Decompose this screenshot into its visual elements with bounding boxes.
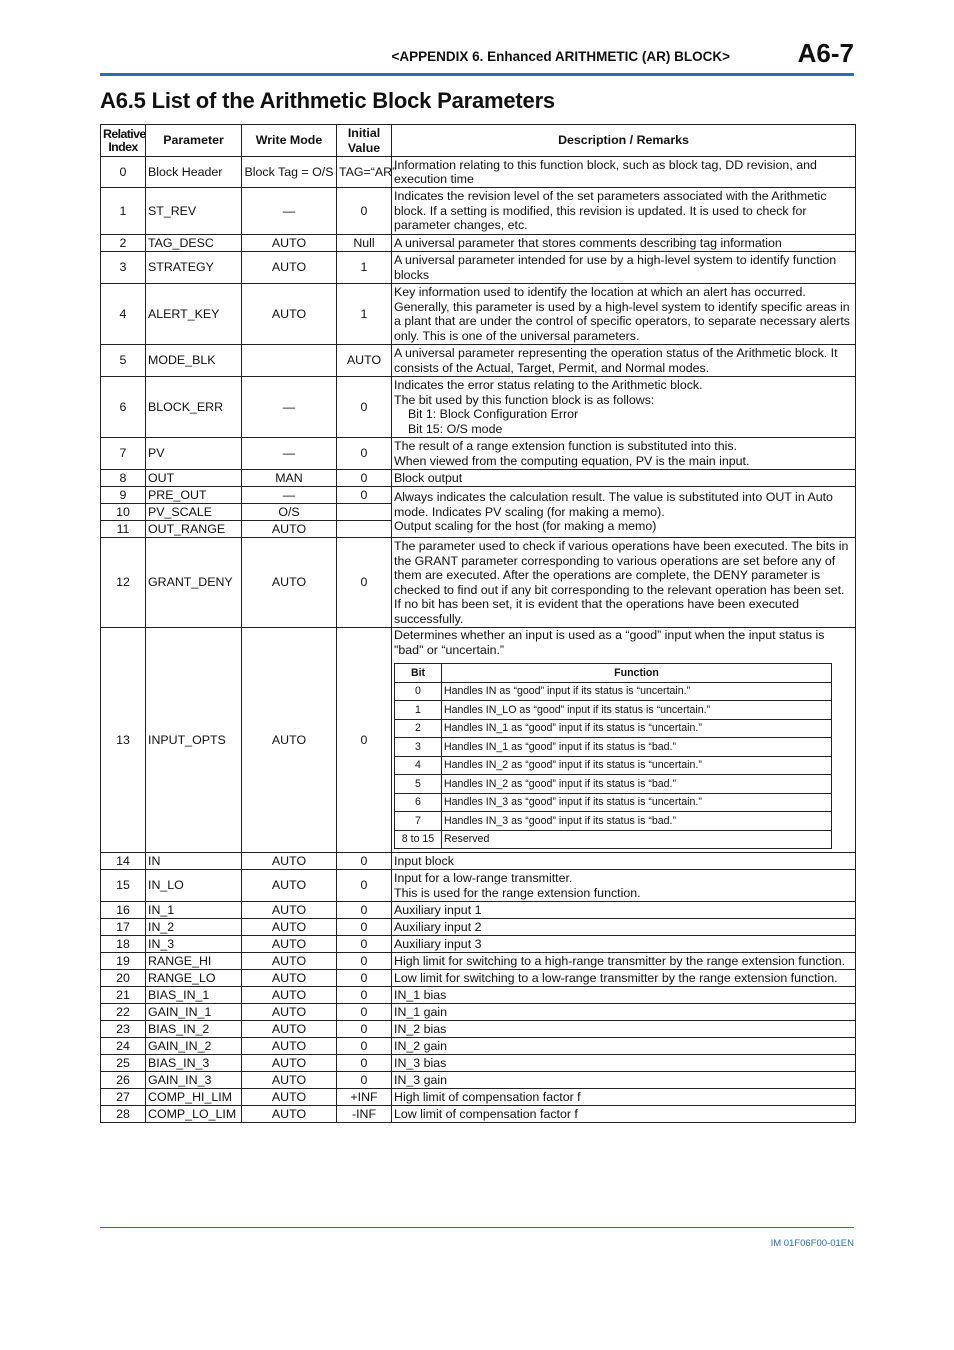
initial-value-cell: 0 — [337, 1055, 392, 1072]
table-row — [101, 1004, 856, 1021]
bit-cell: 0 — [395, 682, 442, 701]
description-line: The bit used by this function block is as follows: — [394, 392, 655, 407]
table-row — [101, 1055, 856, 1072]
table-row — [101, 1089, 856, 1106]
parameter-table — [100, 124, 856, 1123]
index-cell: 12 — [101, 538, 146, 628]
index-cell: 6 — [101, 377, 146, 438]
description-line: A universal parameter that stores comments describing tag information — [394, 235, 782, 250]
description-line: Output scaling for the host (for making a memo) — [394, 519, 657, 534]
write-mode-cell: O/S — [242, 504, 337, 521]
parameter-cell: BIAS_IN_3 — [146, 1055, 242, 1072]
index-cell: 3 — [101, 252, 146, 284]
initial-value-cell: 0 — [337, 853, 392, 870]
table-row — [101, 853, 856, 870]
parameter-cell: RANGE_HI — [146, 953, 242, 970]
description-line: The parameter used to check if various operations have been executed. The bits in the GRANT parameter corresponding to various operations are set before any of them are executed. After the operations are complete, the DENY parameter is checked to find out if any bit corresponding to the relevant operation has been set. If no bit has been set, it is evident that the operations have been executed successfully. — [394, 539, 849, 626]
description-line: IN_2 bias — [394, 1021, 447, 1036]
description-line: Low limit of compensation factor f — [394, 1106, 578, 1121]
parameter-cell: GAIN_IN_3 — [146, 1072, 242, 1089]
col-header-initial-value: Initial Value — [337, 125, 392, 157]
write-mode-cell — [242, 345, 337, 377]
description-line: Determines whether an input is used as a “good” input when the input status is "bad" or “uncertain.” — [394, 628, 825, 657]
parameter-cell: INPUT_OPTS — [146, 628, 242, 853]
index-cell: 1 — [101, 188, 146, 235]
description-cell — [392, 1072, 856, 1089]
description-cell — [392, 1021, 856, 1038]
index-cell: 25 — [101, 1055, 146, 1072]
parameter-cell: COMP_LO_LIM — [146, 1106, 242, 1123]
parameter-cell: STRATEGY — [146, 252, 242, 284]
initial-value-cell: 0 — [337, 970, 392, 987]
write-mode-cell: AUTO — [242, 919, 337, 936]
description-line: Input block — [394, 853, 454, 868]
initial-value-cell: -INF — [337, 1106, 392, 1123]
description-line: Always indicates the calculation result. The value is substituted into OUT in Auto mode. Indicates PV scaling (for making a memo). — [394, 490, 833, 519]
index-cell: 8 — [101, 470, 146, 487]
header-rule — [100, 73, 854, 76]
parameter-cell: ST_REV — [146, 188, 242, 235]
write-mode-cell: AUTO — [242, 521, 337, 538]
page-number: A6-7 — [797, 38, 854, 68]
index-cell: 14 — [101, 853, 146, 870]
initial-value-cell: 0 — [337, 1072, 392, 1089]
write-mode-cell: AUTO — [242, 902, 337, 919]
description-line: A universal parameter intended for use by a high-level system to identify function blocks — [394, 253, 837, 282]
parameter-cell: MODE_BLK — [146, 345, 242, 377]
initial-value-cell: 0 — [337, 902, 392, 919]
parameter-cell: IN — [146, 853, 242, 870]
index-cell: 4 — [101, 284, 146, 345]
bit-table-header — [395, 664, 832, 683]
document-id: IM 01F06F00-01EN — [770, 1238, 854, 1249]
initial-value-cell: 0 — [337, 953, 392, 970]
table-row — [101, 345, 856, 377]
description-line: Information relating to this function block, such as block tag, DD revision, and execution time — [394, 157, 817, 186]
initial-value-cell: Null — [337, 235, 392, 252]
description-line: IN_1 gain — [394, 1004, 448, 1019]
write-mode-cell: AUTO — [242, 1055, 337, 1072]
write-mode-cell: AUTO — [242, 1038, 337, 1055]
initial-value-cell: 0 — [337, 987, 392, 1004]
parameter-cell: PV_SCALE — [146, 504, 242, 521]
write-mode-cell: — — [242, 487, 337, 504]
parameter-cell: GAIN_IN_2 — [146, 1038, 242, 1055]
description-line: High limit of compensation factor f — [394, 1089, 581, 1104]
description-line: Auxiliary input 1 — [394, 902, 482, 917]
description-line: Input for a low-range transmitter. — [394, 871, 573, 885]
index-cell: 20 — [101, 970, 146, 987]
bit-cell: 8 to 15 — [395, 830, 442, 849]
parameter-cell: GAIN_IN_1 — [146, 1004, 242, 1021]
table-row — [101, 870, 856, 902]
index-cell: 13 — [101, 628, 146, 853]
write-mode-cell: AUTO — [242, 1021, 337, 1038]
bit-col-header: Bit — [395, 664, 442, 683]
initial-value-cell: 0 — [337, 870, 392, 902]
chapter-header: <APPENDIX 6. Enhanced ARITHMETIC (AR) BLOCK> — [391, 49, 730, 64]
description-line: Auxiliary input 3 — [394, 936, 482, 951]
table-row — [101, 919, 856, 936]
description-cell — [392, 1055, 856, 1072]
table-row — [101, 487, 856, 504]
initial-value-cell: AUTO — [337, 345, 392, 377]
bit-table-row — [395, 719, 832, 738]
description-cell — [392, 853, 856, 870]
initial-value-cell: 0 — [337, 487, 392, 504]
description-line: This is used for the range extension function. — [394, 885, 641, 900]
description-line: Auxiliary input 2 — [394, 919, 482, 934]
table-row — [101, 377, 856, 438]
write-mode-cell: AUTO — [242, 1089, 337, 1106]
input-opts-bit-table — [394, 663, 832, 849]
write-mode-cell: AUTO — [242, 538, 337, 628]
description-cell — [392, 538, 856, 628]
parameter-cell: BIAS_IN_2 — [146, 1021, 242, 1038]
description-line: A universal parameter representing the operation status of the Arithmetic block. It consists of the Actual, Target, Permit, and Normal modes. — [394, 346, 838, 375]
description-line: IN_2 gain — [394, 1038, 448, 1053]
bit-table-row — [395, 738, 832, 757]
bit-cell: 5 — [395, 775, 442, 794]
description-cell — [392, 235, 856, 252]
function-cell: Handles IN_3 as “good” input if its status is “bad.” — [442, 812, 832, 831]
function-cell: Handles IN_1 as “good” input if its status is “bad.” — [442, 738, 832, 757]
parameter-cell: IN_2 — [146, 919, 242, 936]
description-line: Indicates the revision level of the set parameters associated with the Arithmetic block. If a setting is modified, this revision is updated. It is used to check for parameter changes, etc. — [394, 189, 827, 233]
write-mode-cell: — — [242, 377, 337, 438]
table-row — [101, 235, 856, 252]
parameter-cell: ALERT_KEY — [146, 284, 242, 345]
description-cell — [392, 919, 856, 936]
description-cell — [392, 470, 856, 487]
write-mode-cell: Block Tag = O/S — [242, 157, 337, 188]
initial-value-cell: 0 — [337, 377, 392, 438]
bit-cell: 3 — [395, 738, 442, 757]
table-row — [101, 953, 856, 970]
description-cell — [392, 1089, 856, 1106]
parameter-cell: IN_LO — [146, 870, 242, 902]
description-cell — [392, 970, 856, 987]
initial-value-cell — [337, 521, 392, 538]
initial-value-cell: 0 — [337, 1021, 392, 1038]
parameter-cell: PV — [146, 438, 242, 470]
index-cell: 24 — [101, 1038, 146, 1055]
function-cell: Handles IN_2 as “good” input if its status is “uncertain.” — [442, 756, 832, 775]
index-cell: 7 — [101, 438, 146, 470]
write-mode-cell: AUTO — [242, 936, 337, 953]
description-cell — [392, 438, 856, 470]
index-cell: 15 — [101, 870, 146, 902]
description-cell — [392, 1038, 856, 1055]
write-mode-cell: — — [242, 438, 337, 470]
function-cell: Handles IN_1 as “good” input if its status is “uncertain.” — [442, 719, 832, 738]
index-cell: 18 — [101, 936, 146, 953]
initial-value-cell: 0 — [337, 538, 392, 628]
index-cell: 19 — [101, 953, 146, 970]
write-mode-cell: AUTO — [242, 1072, 337, 1089]
bit-cell: 1 — [395, 701, 442, 720]
description-cell — [392, 1106, 856, 1123]
parameter-cell: OUT_RANGE — [146, 521, 242, 538]
table-row — [101, 628, 856, 853]
description-cell — [392, 1004, 856, 1021]
write-mode-cell: AUTO — [242, 987, 337, 1004]
write-mode-cell: AUTO — [242, 970, 337, 987]
index-cell: 2 — [101, 235, 146, 252]
index-cell: 16 — [101, 902, 146, 919]
bit-table-row — [395, 682, 832, 701]
description-cell — [392, 377, 856, 438]
col-header-parameter: Parameter — [146, 125, 242, 157]
parameter-cell: TAG_DESC — [146, 235, 242, 252]
bit-cell: 2 — [395, 719, 442, 738]
parameter-cell: IN_3 — [146, 936, 242, 953]
section-title: A6.5 List of the Arithmetic Block Parameters — [100, 88, 555, 113]
description-line: IN_3 gain — [394, 1072, 448, 1087]
table-row — [101, 470, 856, 487]
description-cell — [392, 902, 856, 919]
initial-value-cell: 0 — [337, 628, 392, 853]
write-mode-cell: — — [242, 188, 337, 235]
initial-value-cell: 1 — [337, 252, 392, 284]
initial-value-cell: +INF — [337, 1089, 392, 1106]
table-row — [101, 936, 856, 953]
write-mode-cell: AUTO — [242, 853, 337, 870]
parameter-cell: GRANT_DENY — [146, 538, 242, 628]
initial-value-cell: 0 — [337, 188, 392, 235]
description-cell — [392, 870, 856, 902]
write-mode-cell: AUTO — [242, 1106, 337, 1123]
description-line: Bit 15: O/S mode — [408, 421, 503, 436]
description-cell — [392, 345, 856, 377]
write-mode-cell: AUTO — [242, 870, 337, 902]
parameter-cell: BLOCK_ERR — [146, 377, 242, 438]
table-row — [101, 538, 856, 628]
initial-value-cell: 0 — [337, 936, 392, 953]
parameter-cell: Block Header — [146, 157, 242, 188]
parameter-cell: COMP_HI_LIM — [146, 1089, 242, 1106]
initial-value-cell: 0 — [337, 1038, 392, 1055]
index-cell: 10 — [101, 504, 146, 521]
table-row — [101, 252, 856, 284]
table-header-row — [101, 125, 856, 157]
table-row — [101, 987, 856, 1004]
table-row — [101, 438, 856, 470]
description-cell — [392, 284, 856, 345]
index-cell: 21 — [101, 987, 146, 1004]
index-cell: 0 — [101, 157, 146, 188]
description-cell — [392, 936, 856, 953]
table-row — [101, 1021, 856, 1038]
initial-value-cell: 0 — [337, 470, 392, 487]
write-mode-cell: AUTO — [242, 628, 337, 853]
index-cell: 9 — [101, 487, 146, 504]
table-row — [101, 157, 856, 188]
function-cell: Handles IN_LO as “good” input if its status is “uncertain.” — [442, 701, 832, 720]
description-line: Bit 1: Block Configuration Error — [408, 407, 579, 421]
description-line: When viewed from the computing equation, PV is the main input. — [394, 453, 750, 468]
write-mode-cell: AUTO — [242, 252, 337, 284]
bit-table-row — [395, 756, 832, 775]
initial-value-cell — [337, 504, 392, 521]
function-cell: Handles IN as “good” input if its status is “uncertain.” — [442, 682, 832, 701]
parameter-cell: PRE_OUT — [146, 487, 242, 504]
description-line: The result of a range extension function is substituted into this. — [394, 439, 738, 453]
description-cell — [392, 252, 856, 284]
function-cell: Handles IN_3 as “good” input if its status is “uncertain.” — [442, 793, 832, 812]
parameter-cell: OUT — [146, 470, 242, 487]
function-cell: Reserved — [442, 830, 832, 849]
table-row — [101, 1072, 856, 1089]
bit-table-row — [395, 812, 832, 831]
bit-cell: 6 — [395, 793, 442, 812]
description-line: Low limit for switching to a low-range transmitter by the range extension function. — [394, 970, 838, 985]
table-row — [101, 188, 856, 235]
bit-table-row — [395, 793, 832, 812]
write-mode-cell: AUTO — [242, 953, 337, 970]
index-cell: 26 — [101, 1072, 146, 1089]
description-line: Block output — [394, 470, 463, 485]
index-cell: 27 — [101, 1089, 146, 1106]
initial-value-cell: TAG=“AR” — [337, 157, 392, 188]
index-cell: 22 — [101, 1004, 146, 1021]
bit-table-row — [395, 830, 832, 849]
table-row — [101, 1038, 856, 1055]
parameter-cell: IN_1 — [146, 902, 242, 919]
index-cell: 17 — [101, 919, 146, 936]
footer-rule — [100, 1227, 854, 1228]
index-cell: 5 — [101, 345, 146, 377]
function-cell: Handles IN_2 as “good” input if its status is “bad.” — [442, 775, 832, 794]
index-cell: 23 — [101, 1021, 146, 1038]
write-mode-cell: AUTO — [242, 1004, 337, 1021]
description-cell — [392, 953, 856, 970]
col-header-description: Description / Remarks — [392, 125, 856, 157]
description-cell — [392, 987, 856, 1004]
description-line: Key information used to identify the location at which an alert has occurred. Generally, this parameter is used by a high-level system to identify specific areas in a plant that are under the control of specific operators, to separate necessary alerts only. This is one of the universal parameters. — [394, 285, 850, 343]
bit-cell: 7 — [395, 812, 442, 831]
initial-value-cell: 1 — [337, 284, 392, 345]
parameter-cell: RANGE_LO — [146, 970, 242, 987]
col-header-write-mode: Write Mode — [242, 125, 337, 157]
description-line: Indicates the error status relating to the Arithmetic block. — [394, 378, 703, 392]
description-cell — [392, 188, 856, 235]
description-cell — [392, 487, 856, 538]
initial-value-cell: 0 — [337, 1004, 392, 1021]
bit-table-row — [395, 775, 832, 794]
index-cell: 28 — [101, 1106, 146, 1123]
table-row — [101, 970, 856, 987]
description-line: IN_3 bias — [394, 1055, 447, 1070]
initial-value-cell: 0 — [337, 919, 392, 936]
write-mode-cell: AUTO — [242, 235, 337, 252]
write-mode-cell: MAN — [242, 470, 337, 487]
description-line: High limit for switching to a high-range transmitter by the range extension function. — [394, 953, 846, 968]
write-mode-cell: AUTO — [242, 284, 337, 345]
col-header-index: Relative Index — [101, 125, 146, 157]
description-line: IN_1 bias — [394, 987, 447, 1002]
parameter-cell: BIAS_IN_1 — [146, 987, 242, 1004]
initial-value-cell: 0 — [337, 438, 392, 470]
index-cell: 11 — [101, 521, 146, 538]
description-cell — [392, 157, 856, 188]
function-col-header: Function — [442, 664, 832, 683]
table-row — [101, 902, 856, 919]
bit-table-row — [395, 701, 832, 720]
bit-cell: 4 — [395, 756, 442, 775]
table-row — [101, 1106, 856, 1123]
description-cell — [392, 628, 856, 853]
table-row — [101, 284, 856, 345]
